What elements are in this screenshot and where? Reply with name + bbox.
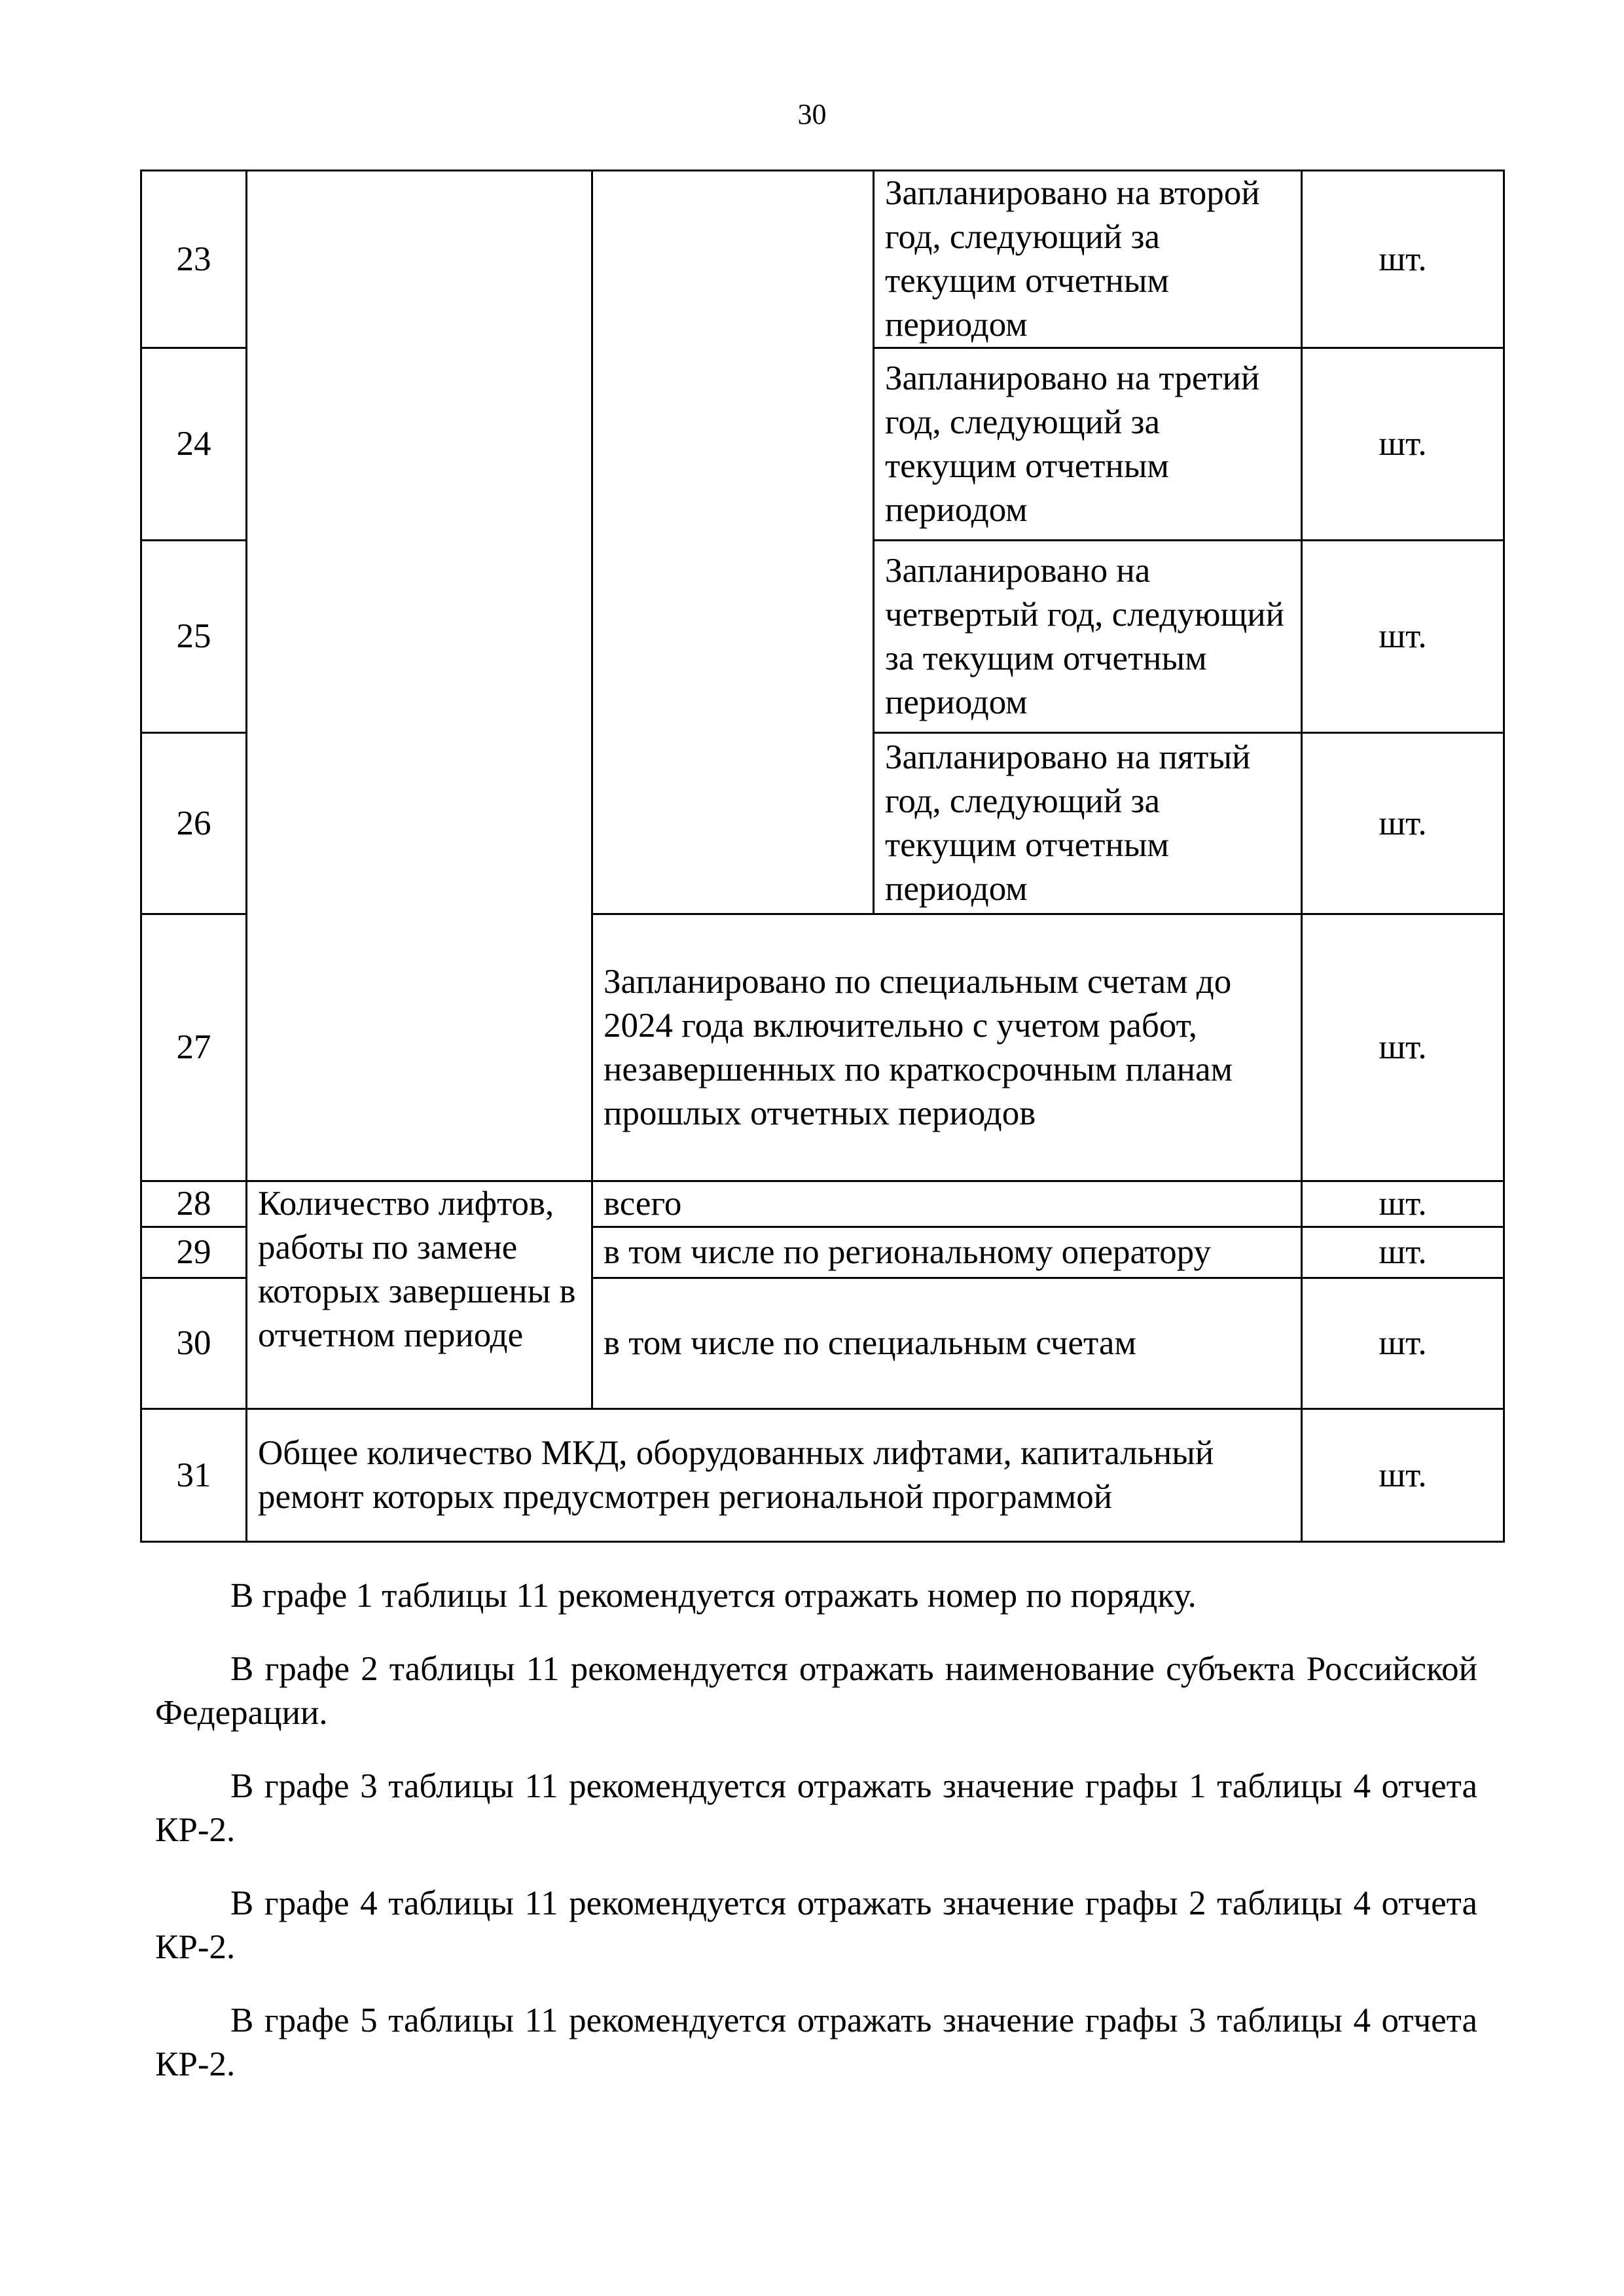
- row-number: 23: [141, 171, 247, 348]
- paragraph: В графе 4 таблицы 11 рекомендуется отражать значение графы 2 таблицы 4 отчета КР-2.: [155, 1884, 1477, 1966]
- group-label: Количество лифтов, работы по замене которых завершены в отчетном периоде: [247, 1181, 592, 1409]
- row-number: 28: [141, 1181, 247, 1227]
- unit-cell: шт.: [1302, 1409, 1504, 1542]
- row-label: Запланировано по специальным счетам до 2024 года включительно с учетом работ, незавершенных по краткосрочным планам прошлых отчетных периодов: [592, 914, 1302, 1181]
- row-label: Общее количество МКД, оборудованных лифтами, капитальный ремонт которых предусмотрен региональной программой: [247, 1409, 1302, 1542]
- row-label: Запланировано на третий год, следующий за текущим отчетным периодом: [874, 348, 1302, 541]
- paragraph: В графе 1 таблицы 11 рекомендуется отражать номер по порядку.: [230, 1577, 1197, 1615]
- paragraph: В графе 3 таблицы 11 рекомендуется отражать значение графы 1 таблицы 4 отчета КР-2.: [155, 1767, 1477, 1849]
- unit-cell: шт.: [1302, 1181, 1504, 1227]
- row-label: Запланировано на четвертый год, следующий за текущим отчетным периодом: [874, 541, 1302, 733]
- row-label: Запланировано на второй год, следующий за текущим отчетным периодом: [874, 171, 1302, 348]
- row-label: в том числе по специальным счетам: [592, 1278, 1302, 1409]
- row-label: в том числе по региональному оператору: [592, 1227, 1302, 1278]
- empty-cell: [592, 171, 874, 914]
- row-number: 26: [141, 733, 247, 914]
- row-number: 29: [141, 1227, 247, 1278]
- unit-cell: шт.: [1302, 171, 1504, 348]
- row-label: всего: [592, 1181, 1302, 1227]
- empty-cell: [247, 171, 592, 1181]
- row-number: 30: [141, 1278, 247, 1409]
- row-number: 31: [141, 1409, 247, 1542]
- row-number: 27: [141, 914, 247, 1181]
- unit-cell: шт.: [1302, 1227, 1504, 1278]
- row-label: Запланировано на пятый год, следующий за текущим отчетным периодом: [874, 733, 1302, 914]
- paragraph: В графе 2 таблицы 11 рекомендуется отражать наименование субъекта Российской Федерации.: [155, 1650, 1477, 1732]
- table-row: [141, 171, 1504, 348]
- unit-cell: шт.: [1302, 914, 1504, 1181]
- row-number: 24: [141, 348, 247, 541]
- page-number: 30: [797, 98, 827, 130]
- unit-cell: шт.: [1302, 1278, 1504, 1409]
- unit-cell: шт.: [1302, 541, 1504, 733]
- table-row: [141, 1181, 1504, 1227]
- report-table: [140, 170, 1505, 1543]
- paragraph: В графе 5 таблицы 11 рекомендуется отражать значение графы 3 таблицы 4 отчета КР-2.: [155, 2001, 1477, 2083]
- body-text: [155, 1574, 1477, 2116]
- unit-cell: шт.: [1302, 733, 1504, 914]
- table-row: [141, 1409, 1504, 1542]
- row-number: 25: [141, 541, 247, 733]
- unit-cell: шт.: [1302, 348, 1504, 541]
